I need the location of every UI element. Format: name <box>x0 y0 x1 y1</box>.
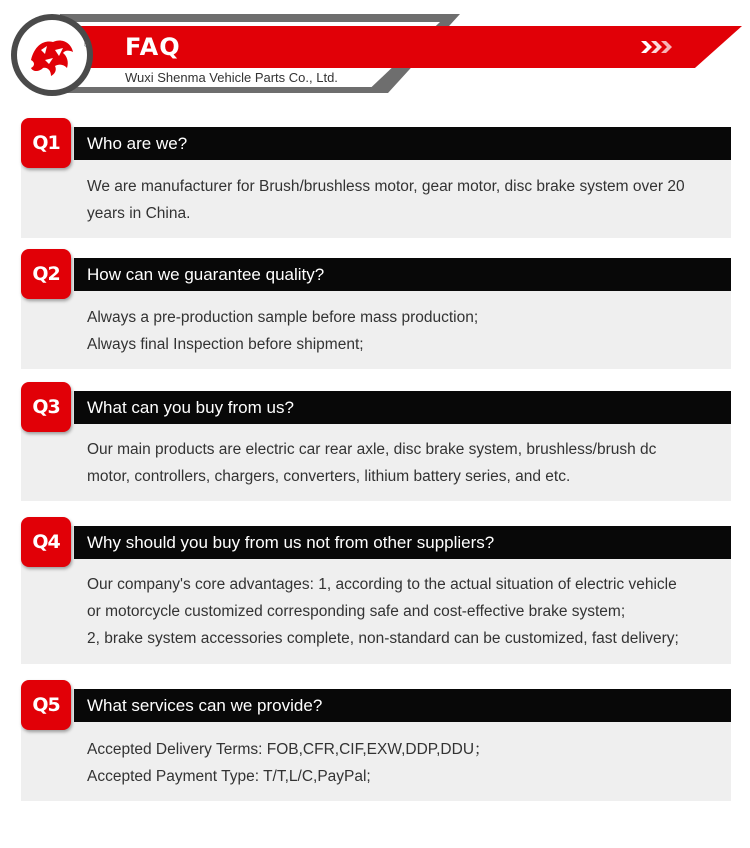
page-title: FAQ <box>125 33 181 61</box>
faq-question: Who are we? <box>87 134 188 153</box>
faq-answer-line: motor, controllers, chargers, converters, lithium battery series, and etc. <box>87 468 571 485</box>
faq-question-bar <box>74 391 731 424</box>
faq-question: What can you buy from us? <box>87 398 294 417</box>
faq-answer-line: Our company's core advantages: 1, according to the actual situation of electric vehicle <box>87 576 677 593</box>
faq-answer <box>87 571 717 652</box>
faq-item-2 <box>21 249 731 371</box>
faq-question: What services can we provide? <box>87 696 323 715</box>
company-name: Wuxi Shenma Vehicle Parts Co., Ltd. <box>125 70 338 85</box>
horse-logo-icon <box>17 20 90 90</box>
faq-answer-line: Always final Inspection before shipment; <box>87 336 364 353</box>
company-logo <box>11 14 93 96</box>
registered-mark-icon: ® <box>84 42 90 49</box>
faq-item-5 <box>21 680 731 802</box>
faq-badge: Q5 <box>21 680 71 730</box>
faq-answer-line: Always a pre-production sample before mass production; <box>87 309 479 326</box>
faq-question-bar <box>74 526 731 559</box>
faq-badge: Q4 <box>21 517 71 567</box>
faq-question: Why should you buy from us not from other suppliers? <box>87 533 495 552</box>
faq-item-1 <box>21 118 731 240</box>
faq-badge: Q1 <box>21 118 71 168</box>
faq-question: How can we guarantee quality? <box>87 265 325 284</box>
faq-question-bar <box>74 689 731 722</box>
faq-answer-line: Accepted Payment Type: T/T,L/C,PayPal; <box>87 768 371 785</box>
faq-answer-line: or motorcycle customized corresponding safe and cost-effective brake system; <box>87 603 626 620</box>
faq-question-bar <box>74 127 731 160</box>
faq-answer <box>87 304 717 358</box>
faq-answer <box>87 436 717 490</box>
faq-question-bar <box>74 258 731 291</box>
faq-answer <box>87 736 717 790</box>
faq-answer-line: years in China. <box>87 205 191 222</box>
faq-answer-line: Accepted Delivery Terms: FOB,CFR,CIF,EXW,DDP,DDU； <box>87 741 490 758</box>
faq-answer <box>87 173 717 227</box>
faq-header-banner <box>0 0 750 100</box>
triple-chevron-right-icon <box>641 39 675 55</box>
faq-answer-line: Our main products are electric car rear axle, disc brake system, brushless/brush dc <box>87 441 657 458</box>
faq-item-4 <box>21 517 731 665</box>
faq-badge: Q3 <box>21 382 71 432</box>
faq-badge: Q2 <box>21 249 71 299</box>
faq-answer-line: We are manufacturer for Brush/brushless motor, gear motor, disc brake system over 20 <box>87 178 685 195</box>
faq-item-3 <box>21 382 731 502</box>
faq-answer-line: 2, brake system accessories complete, non-standard can be customized, fast delivery; <box>87 630 679 647</box>
